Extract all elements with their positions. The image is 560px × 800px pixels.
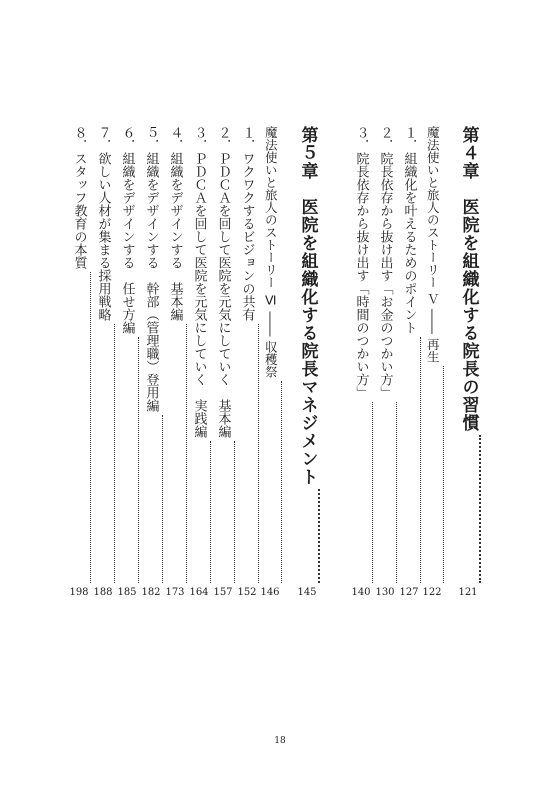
toc-page-number: 127 <box>399 587 419 598</box>
page-folio: 18 <box>274 736 286 746</box>
toc-title: ２．院長依存から抜け出す「お金のつかい方」 <box>377 126 393 399</box>
toc-title: ５．組織をデザインする 幹部（管理職）登用編 <box>143 126 159 412</box>
toc-title: ４．組織をデザインする 基本編 <box>167 126 183 321</box>
toc-page-number: 185 <box>117 587 137 598</box>
toc-page-number: 198 <box>69 587 89 598</box>
toc-title: 第４章 医院を組織化する院長の習慣 <box>458 126 479 432</box>
toc-chapter-4 <box>455 126 481 598</box>
toc-title: ６．組織をデザインする 任せ方編 <box>119 126 135 334</box>
toc-title: ３．院長依存から抜け出す「時間のつかい方」 <box>353 126 369 399</box>
toc-page-number: 145 <box>297 587 317 598</box>
toc-title: 魔法使いと旅人のストーリー Ⅵ ―― 収穫祭 <box>263 126 279 378</box>
toc-item-5-3 <box>187 126 211 598</box>
leader-dots <box>126 337 139 583</box>
leader-dots <box>269 381 282 583</box>
leader-dots <box>174 324 187 583</box>
toc-story-5 <box>420 126 444 598</box>
toc-page-number: 182 <box>141 587 161 598</box>
toc-title: １．組織化を叶えるためのポイント <box>401 126 417 334</box>
toc-title: ７．欲しい人材が集まる採用戦略 <box>95 126 111 321</box>
toc-page-number: 146 <box>260 587 280 598</box>
leader-dots <box>408 337 421 583</box>
toc-title: ３．ＰＤＣＡを回して医院を元気にしていく 実践編 <box>191 126 207 438</box>
leader-dots <box>466 435 481 583</box>
toc-item-5-8 <box>67 126 91 598</box>
toc-page-number: 140 <box>351 587 371 598</box>
toc-story-6 <box>258 126 282 598</box>
toc-item-5-6 <box>115 126 139 598</box>
toc-item-5-2 <box>211 126 235 598</box>
leader-dots <box>198 441 211 583</box>
leader-dots <box>78 272 91 583</box>
toc-page-number: 122 <box>422 587 442 598</box>
toc-title: ８．スタッフ教育の本質 <box>71 126 87 269</box>
toc-item-5-7 <box>91 126 115 598</box>
leader-dots <box>305 489 320 583</box>
toc-title: 第５章 医院を組織化する院長マネジメント <box>297 126 318 486</box>
toc-page-number: 152 <box>237 587 257 598</box>
toc-title: ２．ＰＤＣＡを回して医院を元気にしていく 基本編 <box>215 126 231 438</box>
leader-dots <box>102 324 115 583</box>
toc-page-number: 130 <box>375 587 395 598</box>
toc-page-number: 173 <box>165 587 185 598</box>
leader-dots <box>431 366 444 583</box>
toc-page-number: 121 <box>458 587 478 598</box>
toc-item-5-4 <box>163 126 187 598</box>
toc-item-5-1 <box>235 126 259 598</box>
leader-dots <box>246 324 259 583</box>
leader-dots <box>150 415 163 583</box>
toc-chapter-5 <box>294 126 320 598</box>
leader-dots <box>222 441 235 583</box>
toc-item-4-3 <box>349 126 373 598</box>
leader-dots <box>384 402 397 583</box>
toc-page-number: 188 <box>93 587 113 598</box>
toc-page-number: 164 <box>189 587 209 598</box>
leader-dots <box>360 402 373 583</box>
toc-item-5-5 <box>139 126 163 598</box>
toc-page-number: 157 <box>213 587 233 598</box>
toc-item-4-1 <box>397 126 421 598</box>
toc-title: １．ワクワクするビジョンの共有 <box>239 126 255 321</box>
toc-item-4-2 <box>373 126 397 598</box>
toc-title: 魔法使いと旅人のストーリー Ｖ ―― 再生 <box>425 126 441 363</box>
